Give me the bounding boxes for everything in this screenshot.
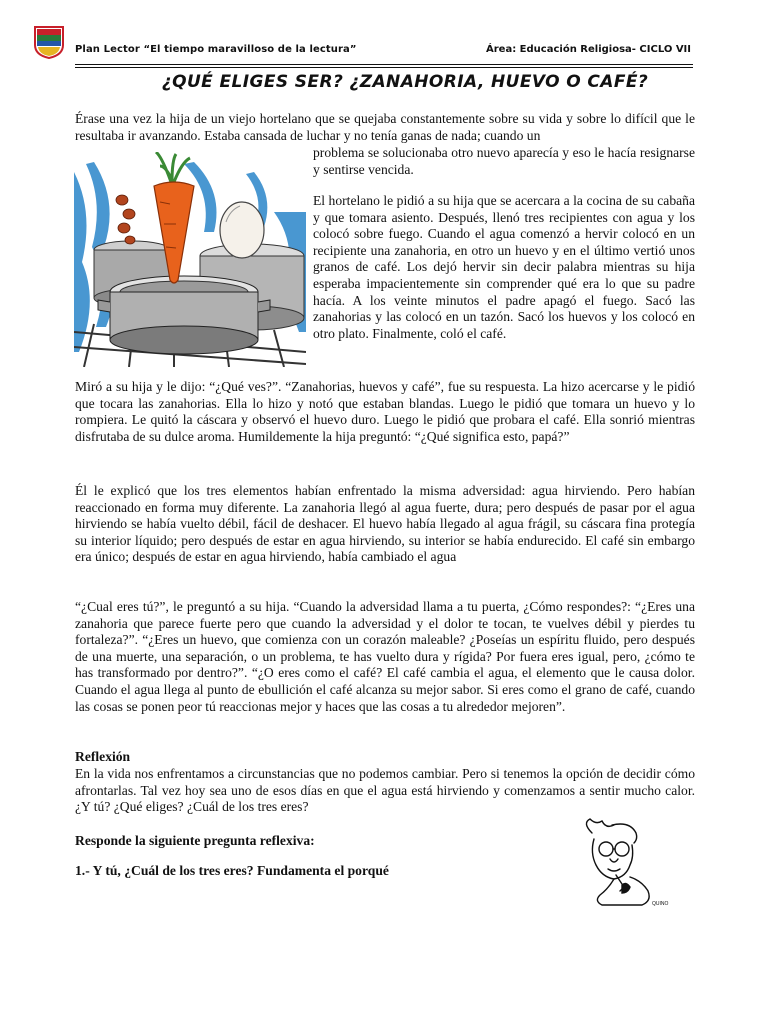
paragraph-intro-continued: problema se solucionaba otro nuevo aparecía y eso le hacía resignarse y sentirse vencida. bbox=[313, 145, 695, 177]
paragraph-reflexion: En la vida nos enfrentamos a circunstancias que no podemos cambiar. Pero si tenemos la opción de decidir cómo afrontarlas. Tal vez hoy sea uno de esos días en que el agua está hirviendo y comenzamos a sentir mucho calor. ¿Y tú? ¿Qué eliges? ¿Cuál de los tres eres? bbox=[75, 766, 695, 815]
paragraph-explicacion: Él le explicó que los tres elementos habían enfrentado la misma adversidad: agua hirviendo. Pero habían reaccionado en forma muy diferente. La zanahoria llegó al agua fuerte, dura; pero después de pasar por el agua hirviendo se había vuelto débil, fácil de deshacer. El huevo había llegado al agua frágil, su cáscara fina protegía su interior líquido; pero después de estar en agua hirviendo, su interior se había endurecido. El café sin embargo era único; después de estar en agua hirviendo, había cambiado el agua bbox=[75, 483, 695, 565]
question-instruction: Responde la siguiente pregunta reflexiva: bbox=[75, 833, 315, 848]
paragraph-hortelano: El hortelano le pidió a su hija que se acercara a la cocina de su cabaña y que tomara asiento. Después, llenó tres recipientes con agua y los colocó sobre fuego. Cuando el agua comenzó a hervir colocó en un recipiente una zanahoria, en otro un huevo y en el último vertió unos granos de café. Los dejó hervir sin decir palabra mientras su hija esperaba impacientemente sin comprender qué era lo que su padre hacía. A los veinte minutos el padre apagó el fuego. Sacó las zanahorias y las colocó en un tazón. Sacó los huevos y los colocó en otro plato. Finalmente, coló el café. bbox=[313, 193, 695, 341]
thinking-old-man-illustration bbox=[572, 815, 670, 907]
header-divider bbox=[75, 64, 693, 65]
school-shield-logo bbox=[33, 25, 65, 59]
header-plan-lector: Plan Lector “El tiempo maravilloso de la lectura” bbox=[75, 44, 357, 55]
header-divider-2 bbox=[75, 67, 693, 68]
paragraph-que-ves: Miró a su hija y le dijo: “¿Qué ves?”. “Zanahorias, huevos y café”, fue su respuesta. La hizo acercarse y le pidió que tocara las zanahorias. Ella lo hizo y notó que estaban blandas. Luego le pidió que tomara un huevo y lo rompiera. Le quitó la cáscara y observó el huevo duro. Luego le pidió que probara el café. Ella sonrió mientras disfrutaba de su dulce aroma. Humildemente la hija preguntó: “¿Qué significa esto, papá?” bbox=[75, 379, 695, 444]
paragraph-cual-eres: “¿Cual eres tú?”, le preguntó a su hija. “Cuando la adversidad llama a tu puerta, ¿Cómo respondes?: “¿Eres una zanahoria que parece fuerte pero que cuando la adversidad y el dolor te tocan, te vuelves débil y pierdes tu fortaleza?”. “¿Eres un huevo, que comienza con un corazón maleable? ¿Poseías un espíritu fluido, pero después de una muerte, una separación, o un problema, te has vuelto dura y rígida? Por fuera eres igual, pero, ¿cómo te has transformado por dentro?”. “¿O eres como el café? El café cambia el agua, el elemento que le causa dolor. Cuando el agua llega al punto de ebullición el café alcanza su mejor sabor. Si eres como el grano de café, cuando las cosas se ponen peor tú reaccionas mejor y haces que las cosas a tu alrededor mejoren”. bbox=[75, 599, 695, 714]
page-title: ¿QUÉ ELIGES SER? ¿ZANAHORIA, HUEVO O CAFÉ? bbox=[161, 72, 649, 92]
header-area: Área: Educación Religiosa- CICLO VII bbox=[486, 44, 691, 55]
pots-carrot-egg-coffee-illustration bbox=[74, 152, 306, 367]
reflexion-heading: Reflexión bbox=[75, 749, 131, 764]
svg-text:QUINO: QUINO bbox=[652, 901, 669, 907]
question-1: 1.- Y tú, ¿Cuál de los tres eres? Fundamenta el porqué bbox=[75, 863, 389, 878]
paragraph-intro: Érase una vez la hija de un viejo hortelano que se quejaba constantemente sobre su vida y sobre lo difícil que le resultaba ir avanzando. Estaba cansada de luchar y no tenía ganas de nada; cuando un bbox=[75, 111, 695, 143]
